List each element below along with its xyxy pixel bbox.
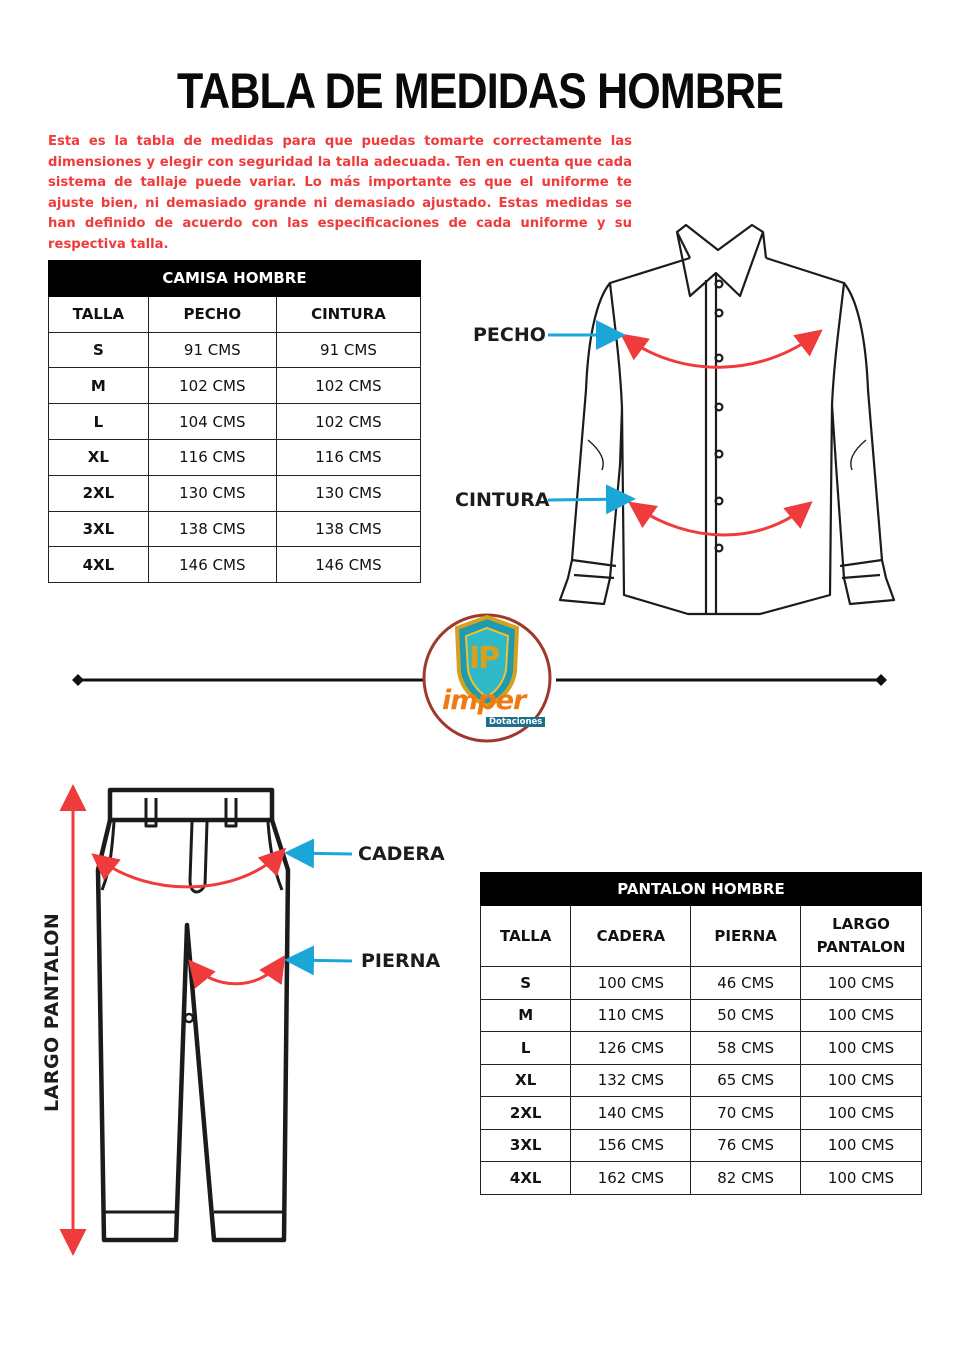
page-title: TABLA DE MEDIDAS HOMBRE xyxy=(176,63,784,119)
leg-pointer-arrow xyxy=(290,960,352,961)
leg-cell: 50 CMS xyxy=(691,999,801,1032)
leg-cell: 46 CMS xyxy=(691,967,801,1000)
leg-cell: 65 CMS xyxy=(691,1064,801,1097)
size-cell: L xyxy=(481,1032,571,1065)
leg-cell: 76 CMS xyxy=(691,1129,801,1162)
hip-cell: 156 CMS xyxy=(571,1129,691,1162)
length-cell: 100 CMS xyxy=(801,967,922,1000)
size-cell: M xyxy=(481,999,571,1032)
length-label: LARGO PANTALON xyxy=(41,912,63,1112)
pants-col-cadera: CADERA xyxy=(571,906,691,967)
chest-label: PECHO xyxy=(473,324,546,346)
size-cell: XL xyxy=(481,1064,571,1097)
size-cell: 3XL xyxy=(481,1129,571,1162)
logo-monogram: IP xyxy=(469,641,499,676)
shirt-table-title: CAMISA HOMBRE xyxy=(49,261,421,297)
pants-col-pierna: PIERNA xyxy=(691,906,801,967)
size-cell: 4XL xyxy=(49,547,149,583)
chest-cell: 91 CMS xyxy=(148,332,276,368)
chest-cell: 116 CMS xyxy=(148,439,276,475)
shirt-illustration xyxy=(560,225,894,614)
divider-diamond-right xyxy=(875,674,887,686)
length-cell: 100 CMS xyxy=(801,999,922,1032)
chest-cell: 102 CMS xyxy=(148,368,276,404)
size-cell: 3XL xyxy=(49,511,149,547)
waist-cell: 91 CMS xyxy=(276,332,420,368)
leg-cell: 70 CMS xyxy=(691,1097,801,1130)
size-cell: 4XL xyxy=(481,1162,571,1195)
length-cell: 100 CMS xyxy=(801,1129,922,1162)
chest-cell: 130 CMS xyxy=(148,475,276,511)
size-cell: S xyxy=(481,967,571,1000)
shirt-col-pecho: PECHO xyxy=(148,296,276,332)
waist-pointer-arrow xyxy=(548,499,630,500)
pants-col-largo: LARGO PANTALON xyxy=(801,906,922,967)
divider-diamond-left xyxy=(72,674,84,686)
size-cell: L xyxy=(49,404,149,440)
waist-cell: 146 CMS xyxy=(276,547,420,583)
waist-cell: 116 CMS xyxy=(276,439,420,475)
pants-illustration xyxy=(98,790,288,1240)
pants-col-talla: TALLA xyxy=(481,906,571,967)
chest-cell: 138 CMS xyxy=(148,511,276,547)
shirt-col-cintura: CINTURA xyxy=(276,296,420,332)
shirt-col-talla: TALLA xyxy=(49,296,149,332)
chest-cell: 104 CMS xyxy=(148,404,276,440)
hip-cell: 110 CMS xyxy=(571,999,691,1032)
waist-label: CINTURA xyxy=(455,489,550,511)
size-cell: M xyxy=(49,368,149,404)
pants-table-title: PANTALON HOMBRE xyxy=(481,873,922,906)
chest-cell: 146 CMS xyxy=(148,547,276,583)
size-cell: 2XL xyxy=(481,1097,571,1130)
hip-cell: 132 CMS xyxy=(571,1064,691,1097)
size-cell: S xyxy=(49,332,149,368)
size-cell: XL xyxy=(49,439,149,475)
hip-cell: 126 CMS xyxy=(571,1032,691,1065)
size-cell: 2XL xyxy=(49,475,149,511)
hip-cell: 140 CMS xyxy=(571,1097,691,1130)
chest-measure-line xyxy=(625,333,818,367)
waist-cell: 102 CMS xyxy=(276,404,420,440)
hip-cell: 100 CMS xyxy=(571,967,691,1000)
hip-cell: 162 CMS xyxy=(571,1162,691,1195)
leg-label: PIERNA xyxy=(361,950,441,972)
waist-cell: 130 CMS xyxy=(276,475,420,511)
waist-cell: 102 CMS xyxy=(276,368,420,404)
waist-measure-line xyxy=(633,505,808,535)
hip-pointer-arrow xyxy=(290,853,352,854)
intro-paragraph: Esta es la tabla de medidas para que puedas tomarte correctamente las dimensiones y elegir con seguridad la talla adecuada. Ten en cuenta que cada sistema de tallaje puede variar. Lo más importante es que el uniforme te ajuste bien, ni demasiado grande ni demasiado ajustado. Estas medidas se han definido de acuerdo con las especificaciones de cada uniforme y su respectiva talla. xyxy=(48,134,632,252)
logo-brand-name: imper xyxy=(442,685,526,716)
length-cell: 100 CMS xyxy=(801,1064,922,1097)
length-cell: 100 CMS xyxy=(801,1032,922,1065)
leg-measure-line xyxy=(192,960,282,984)
waist-cell: 138 CMS xyxy=(276,511,420,547)
leg-cell: 82 CMS xyxy=(691,1162,801,1195)
hip-label: CADERA xyxy=(358,843,445,865)
leg-cell: 58 CMS xyxy=(691,1032,801,1065)
logo-subtitle: Dotaciones xyxy=(486,717,545,727)
length-cell: 100 CMS xyxy=(801,1162,922,1195)
length-cell: 100 CMS xyxy=(801,1097,922,1130)
